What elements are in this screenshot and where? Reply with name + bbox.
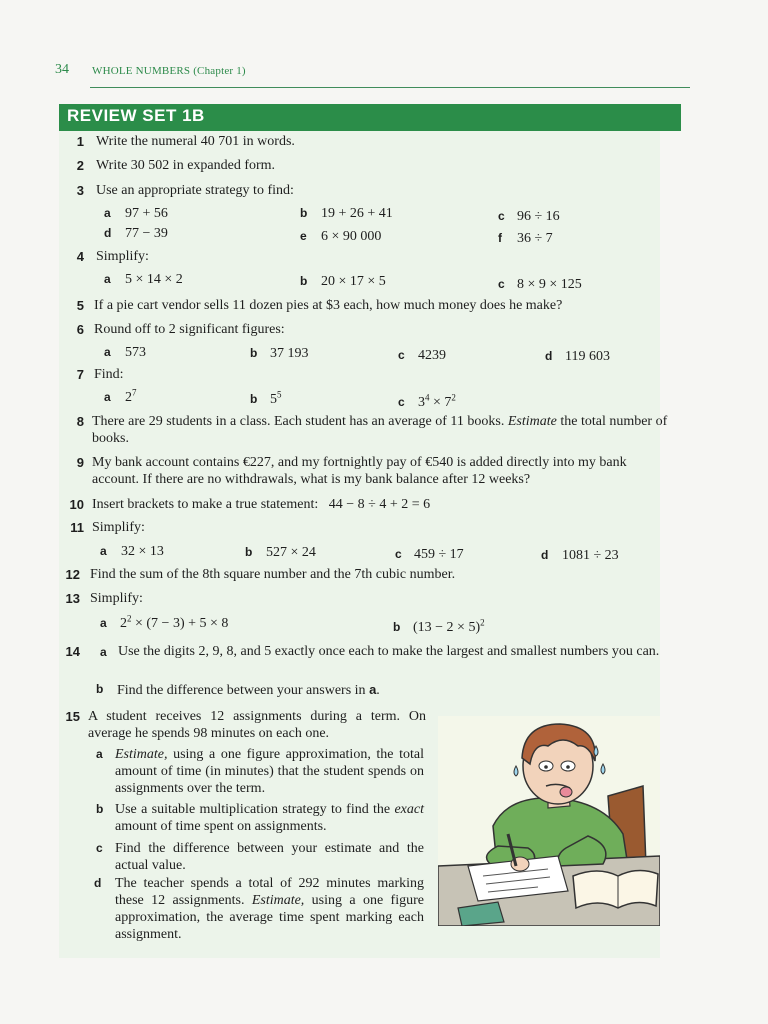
question-number: 10 — [69, 497, 84, 512]
part-label: a — [104, 345, 111, 359]
part-label: c — [96, 841, 103, 855]
title-bar — [59, 104, 681, 131]
q7-part-c: $3^4 \times 7^2$ — [418, 392, 456, 410]
part-label: a — [104, 272, 111, 286]
question-15-text: A student receives 12 assignments during a term. On average he spends 98 minutes on each one. — [88, 709, 426, 741]
q3-part-f: 36 ÷ 7 — [517, 231, 553, 246]
q15-part-b: Use a suitable multiplication strategy to find the exact amount of time spent on assignments. — [115, 802, 424, 834]
part-label: c — [395, 547, 402, 561]
part-label: d — [541, 548, 549, 562]
question-number: 3 — [76, 183, 84, 198]
q15-part-d: The teacher spends a total of 292 minutes marking these 12 assignments. Estimate, using a one figure approximation, the average time spent marking each assignment. — [115, 876, 424, 942]
part-label: a — [96, 747, 103, 761]
question-number: 5 — [76, 298, 84, 313]
part-label: b — [245, 545, 253, 559]
q14-part-a: Use the digits 2, 9, 8, and 5 exactly once each to make the largest and smallest numbers you can. — [118, 644, 660, 659]
review-set-title: REVIEW SET 1B — [67, 106, 205, 125]
question-7-text: Find: — [94, 367, 124, 382]
question-11-text: Simplify: — [92, 520, 145, 535]
q11-part-d: 1081 ÷ 23 — [562, 548, 619, 563]
q3-part-b: 19 + 26 + 41 — [321, 206, 393, 221]
part-label: a — [100, 616, 107, 630]
q6-part-c: 4239 — [418, 348, 446, 363]
q3-part-d: 77 − 39 — [125, 226, 168, 241]
question-number: 7 — [76, 367, 84, 382]
question-number: 2 — [76, 158, 84, 173]
q15-part-c: Find the difference between your estimate and the actual value. — [115, 841, 424, 873]
part-label: c — [498, 277, 505, 291]
question-10-text: Insert brackets to make a true statement: 44 − 8 ÷ 4 + 2 = 6 — [92, 497, 431, 512]
question-2-text: Write 30 502 in expanded form. — [96, 158, 276, 173]
q13-part-a: $2^2 \times (7 - 3) + 5 \times 8$ — [120, 613, 229, 631]
q11-part-c: 459 ÷ 17 — [414, 547, 464, 562]
q11-part-b: 527 × 24 — [266, 545, 316, 560]
part-label: b — [393, 620, 401, 634]
question-number: 15 — [65, 709, 80, 724]
chapter-title: WHOLE NUMBERS (Chapter 1) — [92, 65, 246, 77]
part-label: f — [498, 231, 502, 245]
question-6-text: Round off to 2 significant figures: — [94, 322, 285, 337]
question-9-text: My bank account contains €227, and my fortnightly pay of €540 is added directly into my bank account. If there are no withdrawals, what is my bank balance after 12 weeks? — [92, 455, 627, 487]
part-label: c — [398, 348, 405, 362]
q6-part-d: 119 603 — [565, 349, 610, 364]
part-label: a — [104, 390, 111, 404]
part-label: a — [100, 544, 107, 558]
part-label: e — [300, 229, 307, 243]
q11-part-a: 32 × 13 — [121, 544, 164, 559]
question-number: 13 — [65, 591, 80, 606]
question-4-text: Simplify: — [96, 249, 149, 264]
part-label: d — [545, 349, 553, 363]
part-label: b — [300, 206, 308, 220]
q4-part-c: 8 × 9 × 125 — [517, 277, 582, 292]
q6-part-b: 37 193 — [270, 346, 309, 361]
part-label: d — [94, 876, 102, 890]
q6-part-a: 573 — [125, 345, 146, 360]
question-number: 9 — [76, 455, 84, 470]
question-12-text: Find the sum of the 8th square number and the 7th cubic number. — [90, 567, 456, 582]
part-label: b — [96, 802, 104, 816]
student-homework-illustration — [438, 716, 660, 926]
part-label: c — [498, 209, 505, 223]
question-number: 14 — [65, 644, 80, 659]
question-number: 4 — [76, 249, 84, 264]
part-label: b — [96, 682, 104, 696]
part-label: b — [250, 392, 258, 406]
question-number: 8 — [76, 414, 84, 429]
header-rule — [90, 87, 690, 88]
student-cartoon-image — [438, 716, 660, 926]
part-label: d — [104, 226, 112, 240]
question-number: 12 — [65, 567, 80, 582]
page-header — [55, 60, 690, 90]
part-label: a — [100, 645, 107, 659]
q13-part-b: $(13 - 2 \times 5)^2$ — [413, 617, 485, 635]
question-3-text: Use an appropriate strategy to find: — [96, 183, 294, 198]
question-5-text: If a pie cart vendor sells 11 dozen pies at $3 each, how much money does he make? — [94, 298, 563, 313]
question-number: 1 — [76, 134, 84, 149]
q3-part-e: 6 × 90 000 — [321, 229, 382, 244]
question-8-text: There are 29 students in a class. Each student has an average of 11 books. Estimate the total number of books. — [92, 414, 668, 446]
q3-part-c: 96 ÷ 16 — [517, 209, 560, 224]
q15-part-a: Estimate, using a one figure approximation, the total amount of time (in minutes) that the student spends on assignments over the term. — [115, 747, 424, 796]
q4-part-b: 20 × 17 × 5 — [321, 274, 386, 289]
part-label: c — [398, 395, 405, 409]
question-number: 11 — [70, 520, 84, 535]
q4-part-a: 5 × 14 × 2 — [125, 272, 183, 287]
q3-part-a: 97 + 56 — [125, 206, 168, 221]
q14-part-b: Find the difference between your answers in a. — [117, 682, 380, 698]
part-label: b — [250, 346, 258, 360]
q7-part-b: $5^5$ — [270, 389, 282, 407]
question-1-text: Write the numeral 40 701 in words. — [96, 134, 295, 149]
question-number: 6 — [76, 322, 84, 337]
part-label: b — [300, 274, 308, 288]
part-label: a — [104, 206, 111, 220]
page-number: 34 — [55, 62, 69, 77]
question-13-text: Simplify: — [90, 591, 143, 606]
q7-part-a: $2^7$ — [125, 387, 137, 405]
